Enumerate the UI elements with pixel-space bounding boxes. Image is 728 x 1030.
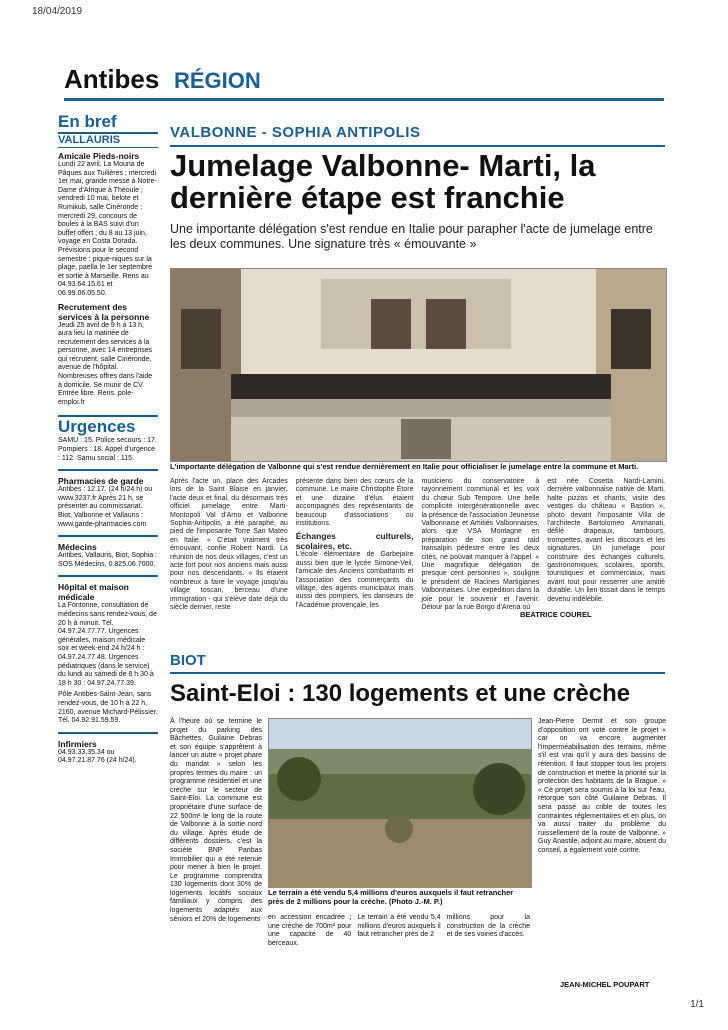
article2-author: JEAN-MICHEL POUPART [560,980,650,989]
sidebar-section-vallauris: VALLAURIS [58,132,158,148]
brief-title-recrutement: Recrutement des services à la personne [58,301,150,322]
pharma-title: Pharmacies de garde [58,476,144,487]
article1-col2-text: présente dans bien des cœurs de la commune. Le maire Christophe Étore et une dizaine d'élus étaient accompagnés des représentants de beaucoup d'associations ou institutions. [295,478,414,528]
hopital-title: Hôpital et maison médicale [58,582,129,603]
sidebar-title: En bref [58,112,117,131]
article1-subheading: Échanges culturels, scolaires, etc. [295,531,414,552]
article1-col1: Après l'acte un, place des Arcades lors de la Saint Blaise en janvier, l'acte deux et final, du désormais très officiel jumelage entre Marti-Montopoli Val d'Arno et Valbonne Sophia-Antipolis, a été paraphé, au pied de l'imposante Torre San Mateo en Italie. « C'était vraiment très émouvant, confie Robert Nardi. La réunion de nos deux villages, c'est un acte fort pour nos anciens mais aussi pour nos descendants. » Ils étaient nombreux à faire le voyage jusqu'au village toscan, berceau d'une immigration - qui s'élève date déjà du siècle dernier, reste [170,478,288,612]
article2-col3: Le terrain a été vendu 5,4 millions d'euros auxquels il faut retrancher près de 2 [357,914,441,939]
article2-col5: Jean-Pierre Dermit et son groupe d'opposition ont voté contre le projet « car on va encore augmenter l'imperméabilisation des terrains, même s'il est vrai qu'il y aura des bassins de rétention. Il faut stopper tous les projets de construction et mettre la priorité sur la protection des habitants de la Brague. » « Ce projet sera soumis à la loi sur l'eau, rétorque son côté Guilaine Debras. Il sera passé au crible de toutes les contraintes réglementaires et en plus, on va aussi traiter du problème du ruissellement de la route de Valbonne. » Guy Anastile, adjoint au maire, absent du conseil, a également voté contre. [538,718,666,854]
brief-title-amicale: Amicale Pieds-noirs [58,151,140,161]
delegation-photo-image [171,269,666,461]
article1-col2 [296,478,414,618]
article1-col2-rest: L'école élémentaire de Garbejaïre aussi bien que le lycée Simone-Veil, l'amicale des Anciens combattants et l'association des commerçants du village, des agents municipaux mais aussi des pompiers, les danseurs de l'Académie provençale, les [295,551,414,609]
article1-body [170,478,665,618]
urgences-text: SAMU : 15. Police secours : 17. Pompiers : 18. Appel d'urgence : 112. Samu social : 115. [58,437,157,462]
article2-col4: millions pour la construction de la crèche et de ses voiries d'accès. [446,914,530,939]
infirmiers-title: Infirmiers [58,738,97,749]
article1-col3: musiciens du conservatoire à rayonnement communal et les voix du chœur Sub Tempore. Une belle complicité intergénérationnelle avec la présence de l'association Jeunesse Valbonnaise et Amitiés Valbonnaises, alors que VSA Montagne en préparation de son grand raid transalpin pédestre entre les deux cités, ne pouvait manquer à l'appel. « Une magnifique délégation de presque cent personnes », souligne le président de Racines Martigianes Valbonnaises. Une expédition dans la joie pour le souvenir et l'avenir. Détour par la rue Borgo d'Arena où [421,478,540,612]
article2-col1: À l'heure où se termine le projet du parking des Bâchettes, Guilaine Debras et son équipe s'apprêtent à lancer un autre « projet phare du mandat » selon les propres termes du maire : un programme résidentiel et une crèche sur le secteur de Saint-Eloi. La commune est propriétaire d'une surface de 22 500m² le long de la route de Valbonne à la sortie nord du village. Après étude de différents dossiers, c'est la société BNP Paribas Immobilier qui a été retenue pour mener à bien le projet. Le programme comprendra 130 logements dont 30% de logements locatifs sociaux familiaux y compris des logements adaptés aux séniors et 20% de logements [170,718,262,923]
medecins-text: Antibes, Vallauris, Biot, Sophia : SOS Médecins, 0.825.06.7000. [58,552,158,568]
article1-author: BEATRICE COUREL [520,610,592,619]
article2-kicker: BIOT [170,652,206,669]
article1-caption: L'importante délégation de Valbonne qui s'est rendue dernièrement en Italie pour officialiser le jumelage entre la commune et Marti. [170,462,639,471]
section-header [64,58,664,101]
pole-text: Pôle Antibes-Saint-Jean, sans rendez-vous, de 10 h à 22 h, 2160, avenue Michard-Pélissier. Tél. 04.92.91.59.59. [58,691,158,725]
urgences-title: Urgences [58,415,158,437]
article2-lower-cols [268,914,530,948]
article1-rule [170,145,665,147]
terrain-photo-image [269,719,531,887]
article2-rule [170,672,665,674]
article1-col4: est née Cosetta Nardi-Lamini, dernière valbonnaise native de Marti, halte pizzas et chants, visite des vestiges du château « Bastion », photo devant l'imposante Villa de l'architecte Bartolomeo Ammanati, défilé drapeaux, tambours, trompettes, avant les discours et les signatures. Un jumelage pour construire des échanges culturels, gastronomiques, scolaires, sportifs, touristiques et commerciaux, mais avant tout pour resserrer une amitié durable. Un lien tissait dans le temps devenu indélébile. [547,478,665,603]
print-date: 18/04/2019 [32,6,83,17]
sidebar [58,112,158,766]
article1-standfirst: Une importante délégation s'est rendue en Italie pour parapher l'acte de jumelage entre les deux communes. Une signature très « émouvante » [170,222,653,251]
header-region: RÉGION [174,68,261,93]
infirmiers-text: 04.93.33.35.34 ou 04.97.21.87.76 (24 h/24). [58,748,137,765]
pharma-text: Antibes : 12.17. (24 h/24 h) ou www.3237.fr Après 21 h, se présenter au commissariat. Biot, Valbonne et Vallauris : www.garde-pharmacies.com [58,486,153,528]
brief-text-amicale: Lundi 22 avril, La Mouna de Pâques aux Tuilières ; mercredi 1er mai, grande messe à Notre-Dame d'Afrique à Théoule ; vendredi 10 mai, belote et Rumikub, salle Cinéronde ; mercredi 29, concours de boules à la BAS suivi d'un buffet offert ; du 8 au 13 juin, voyage en Costa Dorada. Prévisions pour le second semestre : pique-niques sur la plage, paella le 1er septembre et sortie à Marseille. Rens au 04.93.64.15.61 et 06.99.06.05.50. [58,161,157,297]
brief-text-recrutement: Jeudi 25 avril de 9 h à 13 h, aura lieu la matinée de recrutement des services à la personne, avec 14 entreprises qui recrutent, salle Cinéronde, avenue de l'hôpital. Nombreuses offres dans l'aide à domicile. Se munir de CV. Entrée libre. Rens. pole-emploi.fr [58,321,153,406]
hopital-text: La Fontonne, consultation de médecins sans rendez-vous, de 20 h à minuit. Tél. 04.97.24.77.77. Urgences générales, maison médicale soir et week-end 24 h/24 h : 04.97.24.77.48. Urgences pédiatriques (dans le service) du lundi au samedi de 8 h 30 à 18 h 30 : 04.97.24.77.39. [58,602,157,687]
terrain-photo [268,718,532,888]
page-number: 1/1 [690,999,704,1010]
article1-kicker: VALBONNE - SOPHIA ANTIPOLIS [170,124,421,141]
article2-headline: Saint-Eloi : 130 logements et une crèche [170,680,631,707]
medecins-title: Médecins [58,542,97,553]
delegation-photo [170,268,667,462]
article1-headline: Jumelage Valbonne- Marti, la dernière étape est franchie [170,148,596,215]
article2-col2: en accession encadrée ; une crèche de 700m² pour une capacité de 40 berceaux. [268,914,352,947]
header-city: Antibes [64,64,160,94]
article2-caption: Le terrain a été vendu 5,4 millions d'euros auxquels il faut retrancher près de 2 millions pour la crèche. (Photo J.-M. P.) [268,888,514,906]
